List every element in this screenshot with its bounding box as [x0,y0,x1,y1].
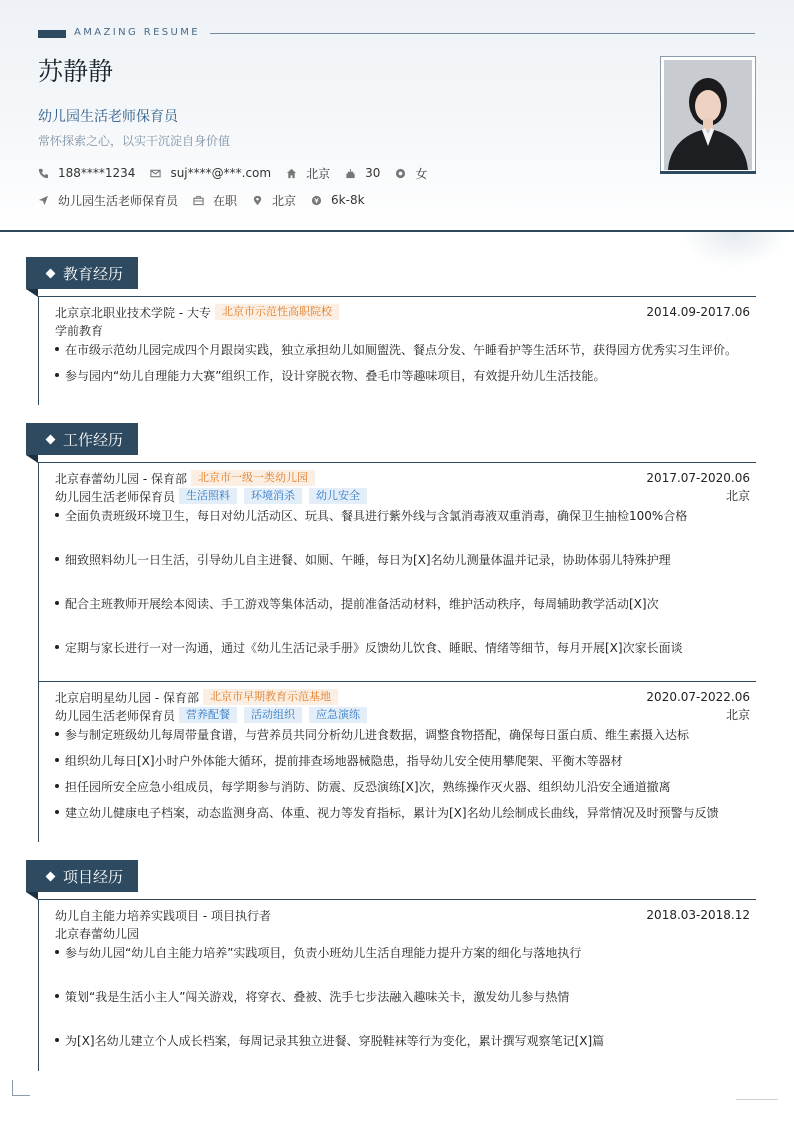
section-title-text: 教育经历 [63,264,124,283]
work-date: 2020.07-2022.06 [646,690,750,704]
work-role-row [55,706,750,724]
list-item: 参与制定班级幼儿每周带量食谱，与营养员共同分析幼儿进食数据，调整食物搭配，确保每日蛋白质、维生素摄入达标 [55,727,750,743]
project-entry [55,906,750,942]
email-text: suj****@***.com [170,166,272,180]
section-title-text: 项目经历 [63,867,124,886]
home-icon [286,168,297,179]
hometown-text: 北京 [306,166,331,181]
list-item: 细致照料幼儿一日生活，引导幼儿自主进餐、如厕、午睡，每日为[X]名幼儿测量体温并记录，协助体弱儿特殊护理 [55,552,750,568]
list-item: 配合主班教师开展绘本阅读、手工游戏等集体活动，提前准备活动材料，维护活动秩序，每周辅助教学活动[X]次 [55,596,750,612]
skill-tag: 活动组织 [244,707,302,723]
bullet-dot [55,601,59,605]
role: 幼儿园生活老师保育员 [55,489,176,504]
phone-icon [38,168,49,179]
salary-text: 6k-8k [331,193,365,207]
diamond-icon [46,434,56,444]
diamond-icon [46,268,56,278]
bullet-dot [55,645,59,649]
education-date: 2014.09-2017.06 [646,305,750,319]
role: 幼儿园生活老师保育员 [55,708,176,723]
email-item [150,166,271,180]
list-item: 全面负责班级环境卫生，每日对幼儿活动区、玩具、餐具进行紫外线与含氯消毒液双重消毒，确保卫生抽检100%合格 [55,508,750,524]
skill-tag: 生活照料 [179,488,237,504]
header-shadow [680,232,790,268]
send-icon [38,195,49,206]
salary-item [311,193,365,207]
status-text: 在职 [213,193,238,208]
entry-divider [38,681,756,682]
work-entry-1 [55,469,750,505]
section-title-project [26,860,138,892]
intent-row [38,192,380,208]
project-org-row [55,924,750,942]
salary-icon [311,195,322,206]
gender-item [395,165,427,182]
list-item: 建立幼儿健康电子档案，动态监测身高、体重、视力等发育指标，累计为[X]名幼儿绘制成长曲线，异常情况及时预警与反馈 [55,805,750,821]
age-text: 30 [365,166,381,180]
skill-tag: 环境消杀 [244,488,302,504]
project-header-row [55,906,750,924]
mail-icon [150,168,161,179]
list-item: 组织幼儿每日[X]小时户外体能大循环，提前排查场地器械隐患，指导幼儿安全使用攀爬架、平衡木等器材 [55,753,750,769]
work-date: 2017.07-2020.06 [646,471,750,485]
photo-accent-bar [660,171,756,174]
candidate-name: 苏静静 [38,57,114,86]
profile-photo [660,56,756,174]
work-role-row [55,487,750,505]
brand-text: AMAZING RESUME [74,27,200,38]
education-major-row [55,321,750,339]
work-header-row [55,469,750,487]
hometown-item [286,165,330,182]
location-pin-icon [252,195,263,206]
education-header-row [55,303,750,321]
project-date: 2018.03-2018.12 [646,908,750,922]
skill-tag: 应急演练 [309,707,367,723]
brand-row [38,27,758,41]
phone-item [38,166,135,180]
brand-divider [210,33,755,34]
list-item: 定期与家长进行一对一沟通，通过《幼儿生活记录手册》反馈幼儿饮食、睡眠、情绪等细节，每月开展[X]次家长面谈 [55,640,750,656]
corner-mark [736,1099,778,1100]
bullet-dot [55,347,59,351]
company-tag: 北京市早期教育示范基地 [203,689,338,705]
contact-row [38,165,442,181]
major: 学前教育 [55,323,104,338]
company-tag: 北京市一级一类幼儿园 [191,470,315,486]
job-title: 幼儿园生活老师保育员 [38,109,178,125]
ribbon-fold [26,289,38,297]
ribbon-fold [26,892,38,900]
project-org: 北京春蕾幼儿园 [55,926,140,941]
list-item: 参与园内“幼儿自理能力大赛”组织工作，设计穿脱衣物、叠毛巾等趣味项目，有效提升幼儿生活技能。 [55,368,750,384]
bullet-dot [55,950,59,954]
target-city-text: 北京 [272,193,297,208]
diamond-icon [46,871,56,881]
education-entry [55,303,750,339]
bullet-dot [55,557,59,561]
work-city: 北京 [725,489,750,503]
cake-icon [345,168,356,179]
school-tag: 北京市示范性高职院校 [215,304,339,320]
bullet-dot [55,810,59,814]
company-name: 北京启明星幼儿园 - 保育部 [55,690,199,705]
list-item: 担任园所安全应急小组成员，每学期参与消防、防震、反恐演练[X]次，熟练操作灭火器、组织幼儿沿安全通道撤离 [55,779,750,795]
status-item [193,192,237,209]
bullet-dot [55,994,59,998]
list-item: 在市级示范幼儿园完成四个月跟岗实践，独立承担幼儿如厕盥洗、餐点分发、午睡看护等生活环节，获得园方优秀实习生评价。 [55,342,750,358]
school-name: 北京京北职业技术学院 - 大专 [55,305,211,320]
corner-mark [12,1080,30,1096]
section-title-education [26,257,138,289]
work-city: 北京 [725,708,750,722]
brand-bar [38,30,66,38]
section-title-work [26,423,138,455]
company-name: 北京春蕾幼儿园 - 保育部 [55,471,187,486]
bullet-dot [55,732,59,736]
gender-text: 女 [415,166,428,181]
bullet-dot [55,1038,59,1042]
ribbon-fold [26,455,38,463]
target-job-text: 幼儿园生活老师保育员 [58,193,179,208]
bullet-dot [55,758,59,762]
list-item: 策划“我是生活小主人”闯关游戏，将穿衣、叠被、洗手七步法融入趣味关卡，激发幼儿参与热情 [55,989,750,1005]
list-item: 参与幼儿园“幼儿自主能力培养”实践项目，负责小班幼儿生活自理能力提升方案的细化与落地执行 [55,945,750,961]
target-city-item [252,192,296,209]
gender-icon [395,168,406,179]
project-name: 幼儿自主能力培养实践项目 - 项目执行者 [55,908,271,923]
list-item: 为[X]名幼儿建立个人成长档案，每周记录其独立进餐、穿脱鞋袜等行为变化，累计撰写观察笔记[X]篇 [55,1033,750,1049]
skill-tag: 幼儿安全 [309,488,367,504]
briefcase-icon [193,195,204,206]
age-item [345,166,380,180]
motto: 常怀探索之心，以实干沉淀自身价值 [38,134,231,148]
bullet-dot [55,784,59,788]
target-job-item [38,192,178,209]
section-title-text: 工作经历 [63,430,124,449]
bullet-dot [55,513,59,517]
skill-tag: 营养配餐 [179,707,237,723]
work-entry-2 [55,688,750,724]
phone-text: 188****1234 [58,166,136,180]
work-header-row [55,688,750,706]
bullet-dot [55,373,59,377]
profile-photo-image [664,60,752,170]
